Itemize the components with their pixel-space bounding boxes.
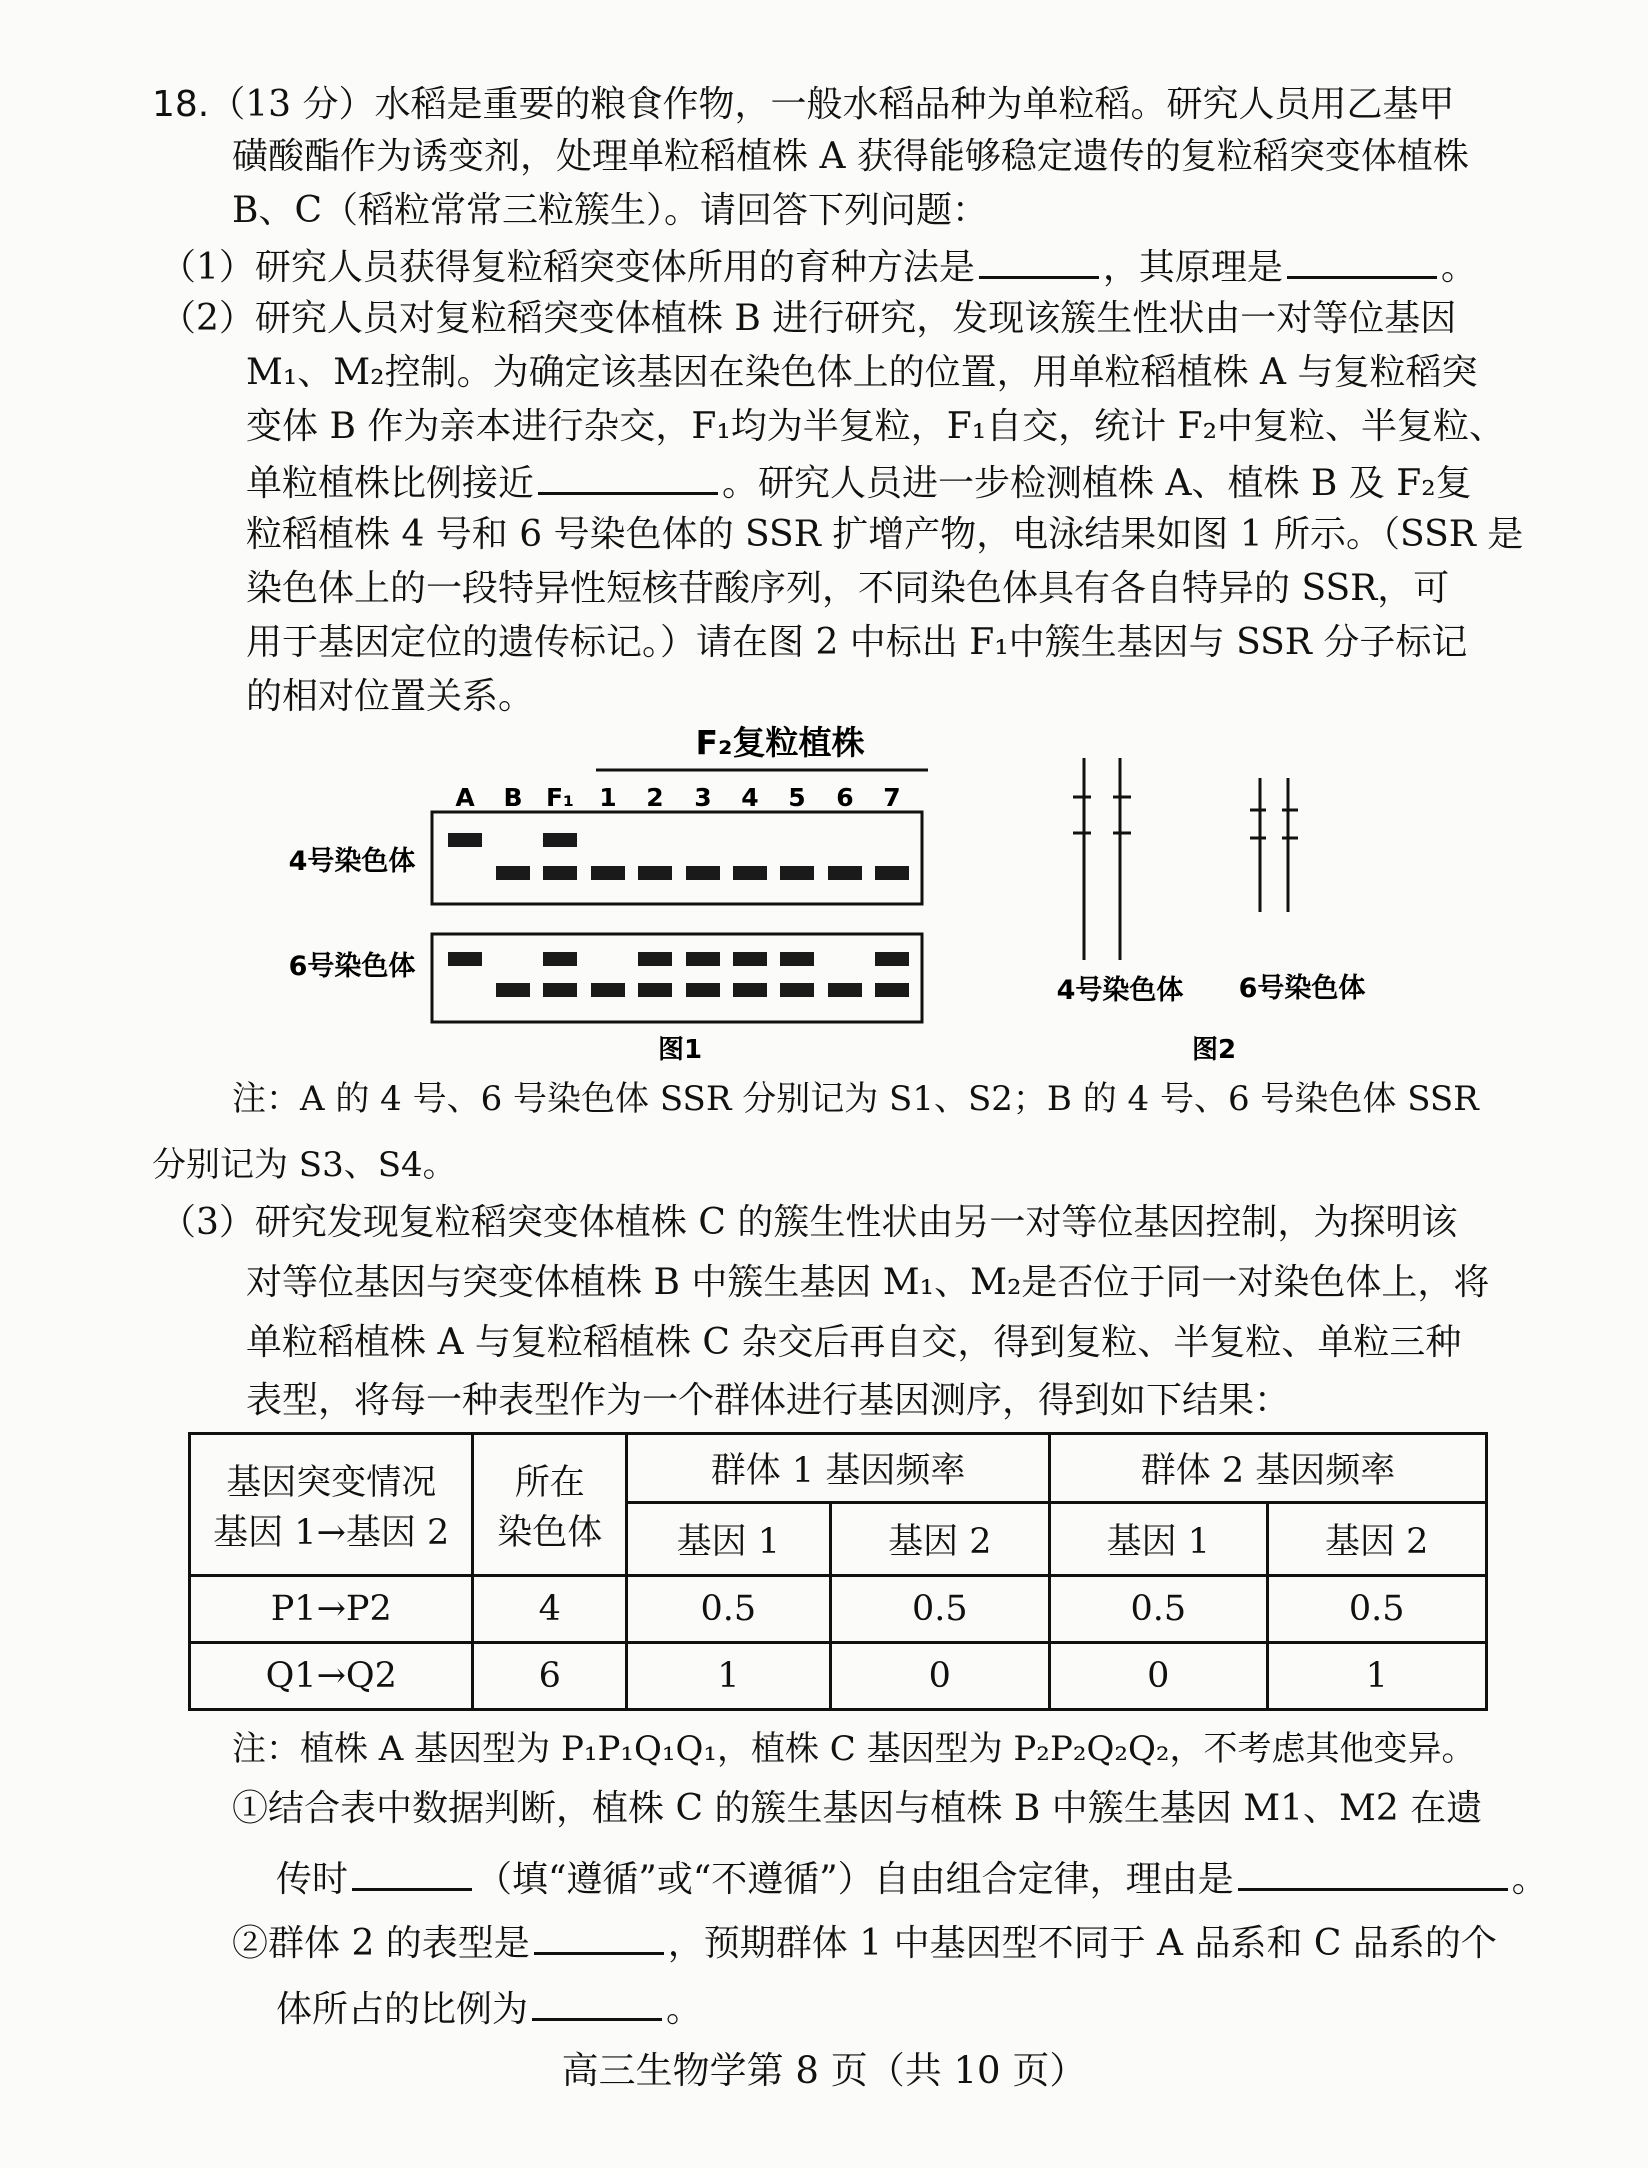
gel-band-chr6 [686,952,720,966]
sub1-line2-a: 传时 [276,1859,349,1900]
header-group1: 群体 1 基因频率 [627,1434,1050,1503]
question-intro-line3: B、C（稻粒常常三粒簇生）。请回答下列问题： [232,190,989,231]
part3-line3: 单粒稻植株 A 与复粒稻植株 C 杂交后再自交，得到复粒、半复粒、单粒三种 [246,1322,1462,1363]
header-g2-gene1: 基因 1 [1050,1503,1267,1576]
gel-box-chr6 [432,934,922,1022]
gel-band-chr6 [828,983,862,997]
gel-band-chr4 [591,866,625,880]
cell: 6 [473,1643,627,1710]
page-footer: 高三生物学第 8 页（共 10 页） [561,2049,1087,2092]
table-row [190,1643,1487,1710]
answer-blank-phenotype[interactable] [534,1914,664,1955]
gel-band-chr6 [875,983,909,997]
lane-label: B [503,783,523,812]
gel-band-chr6 [638,983,672,997]
question-18-line1 [152,78,1455,132]
question-number: 18. [152,84,210,125]
sub1-line2-c: 。 [1511,1859,1548,1900]
part3-line1: （3）研究发现复粒稻突变体植株 C 的簇生性状由另一对等位基因控制，为探明该 [160,1202,1458,1243]
lane-label: 7 [883,783,901,812]
answer-blank-reason[interactable] [1238,1850,1508,1891]
cell: Q1→Q2 [190,1643,473,1710]
part1-text-b: ，其原理是 [1102,247,1283,288]
cell: 0 [830,1643,1049,1710]
gel-band-chr4 [828,866,862,880]
fig2-chr6-pair [1250,778,1298,912]
part3-line2: 对等位基因与突变体植株 B 中簇生基因 M₁、M₂是否位于同一对染色体上，将 [246,1262,1490,1303]
gel-band-chr6 [875,952,909,966]
gel-band-chr4 [543,833,577,847]
sub2-line2 [276,1980,702,2037]
lane-label: 6 [836,783,854,812]
sub2-line2-a: 体所占的比例为 [276,1989,529,2030]
answer-blank-follow[interactable] [352,1850,472,1891]
note1-line2: 分别记为 S3、S4。 [152,1145,457,1185]
answer-blank-method[interactable] [979,238,1099,279]
gel-band-chr6 [780,983,814,997]
part2-line4-a: 单粒植株比例接近 [246,463,535,504]
cell: 0.5 [627,1576,831,1643]
gel-band-chr6 [686,983,720,997]
gel-box-chr4 [432,812,922,904]
header-group2: 群体 2 基因频率 [1050,1434,1487,1503]
table-row [190,1576,1487,1643]
fig2-chr4-pair [1073,758,1131,960]
part1-text-c: 。 [1440,247,1477,288]
answer-blank-principle[interactable] [1287,238,1437,279]
question-intro-line1: （13 分）水稻是重要的粮食作物，一般水稻品种为单粒稻。研究人员用乙基甲 [209,84,1455,125]
note2: 注：植株 A 基因型为 P₁P₁Q₁Q₁，植株 C 基因型为 P₂P₂Q₂Q₂，不考虑其他变异。 [232,1729,1476,1769]
cell: 0.5 [1267,1576,1487,1643]
sub1-line2-b: （填“遵循”或“不遵循”）自由组合定律，理由是 [476,1859,1234,1900]
gel-band-chr4 [638,866,672,880]
cell: 0 [1050,1643,1267,1710]
fig1-row1-label: 4号染色体 [288,846,416,877]
part2-line5: 粒稻植株 4 号和 6 号染色体的 SSR 扩增产物，电泳结果如图 1 所示。（SSR 是 [246,514,1524,555]
fig1-caption: 图1 [657,1035,703,1065]
cell: 4 [473,1576,627,1643]
sub2-line1-b: ，预期群体 1 中基因型不同于 A 品系和 C 品系的个 [667,1923,1497,1964]
gel-band-chr4 [733,866,767,880]
gel-band-chr4 [780,866,814,880]
lane-label: F₁ [545,783,575,812]
gel-band-chr6 [496,983,530,997]
answer-blank-ratio[interactable] [538,454,718,495]
header-chromosome: 所在 染色体 [473,1434,627,1576]
cell: 1 [1267,1643,1487,1710]
fig1-header: F₂复粒植株 [695,723,865,762]
gel-band-chr6 [591,983,625,997]
lane-label: 4 [741,783,759,812]
part2-line2: M₁、M₂控制。为确定该基因在染色体上的位置，用单粒稻植株 A 与复粒稻突 [246,352,1478,393]
part1-text-a: （1）研究人员获得复粒稻突变体所用的育种方法是 [160,247,975,288]
part2-line7: 用于基因定位的遗传标记。）请在图 2 中标出 F₁中簇生基因与 SSR 分子标记 [246,622,1468,663]
gel-band-chr6 [543,983,577,997]
gel-band-chr6 [448,952,482,966]
fig1-row2-label: 6号染色体 [288,951,416,982]
part2-line1: （2）研究人员对复粒稻突变体植株 B 进行研究，发现该簇生性状由一对等位基因 [160,298,1457,339]
lane-label: 2 [646,783,664,812]
header-g2-gene2: 基因 2 [1267,1503,1487,1576]
header-g1-gene2: 基因 2 [830,1503,1049,1576]
gel-band-chr4 [496,866,530,880]
fig2-label-chr6: 6号染色体 [1238,973,1366,1004]
part3-line4: 表型，将每一种表型作为一个群体进行基因测序，得到如下结果： [246,1380,1291,1421]
gel-band-chr4 [543,866,577,880]
part2-line4 [246,454,1472,511]
gel-band-chr4 [448,833,482,847]
gel-band-chr4 [686,866,720,880]
sub2-line2-b: 。 [666,1989,703,2030]
lane-label: A [455,783,475,812]
gel-band-chr6 [780,952,814,966]
gel-band-chr6 [638,952,672,966]
gel-band-chr6 [733,952,767,966]
fig2-caption: 图2 [1191,1035,1237,1065]
part2-line4-b: 。研究人员进一步检测植株 A、植株 B 及 F₂复 [722,463,1472,504]
gel-band-chr6 [543,952,577,966]
cell: 0.5 [830,1576,1049,1643]
gene-frequency-table [188,1432,1488,1711]
gel-band-chr6 [733,983,767,997]
sub2-line1 [232,1914,1497,1971]
gel-band-chr4 [875,866,909,880]
answer-blank-proportion[interactable] [532,1980,662,2021]
cell: P1→P2 [190,1576,473,1643]
part2-line8: 的相对位置关系。 [246,676,535,717]
lane-label: 3 [694,783,712,812]
part2-line6: 染色体上的一段特异性短核苷酸序列，不同染色体具有各自特异的 SSR，可 [246,568,1450,609]
fig2-label-chr4: 4号染色体 [1056,975,1184,1006]
question-intro-line2: 磺酸酯作为诱变剂，处理单粒稻植株 A 获得能够稳定遗传的复粒稻突变体植株 [232,136,1469,177]
lane-label: 5 [788,783,806,812]
lane-label: 1 [599,783,617,812]
part2-line3: 变体 B 作为亲本进行杂交，F₁均为半复粒，F₁自交，统计 F₂中复粒、半复粒、 [246,406,1506,447]
note1-line1: 注：A 的 4 号、6 号染色体 SSR 分别记为 S1、S2；B 的 4 号、6 号染色体 SSR [232,1079,1479,1119]
sub2-line1-a: ②群体 2 的表型是 [232,1923,530,1964]
header-g1-gene1: 基因 1 [627,1503,831,1576]
sub1-line1: ①结合表中数据判断，植株 C 的簇生基因与植株 B 中簇生基因 M1、M2 在遗 [232,1788,1483,1829]
sub1-line2 [276,1850,1548,1907]
part1 [160,238,1477,295]
cell: 1 [627,1643,831,1710]
cell: 0.5 [1050,1576,1267,1643]
header-mutation: 基因突变情况 基因 1→基因 2 [190,1434,473,1576]
